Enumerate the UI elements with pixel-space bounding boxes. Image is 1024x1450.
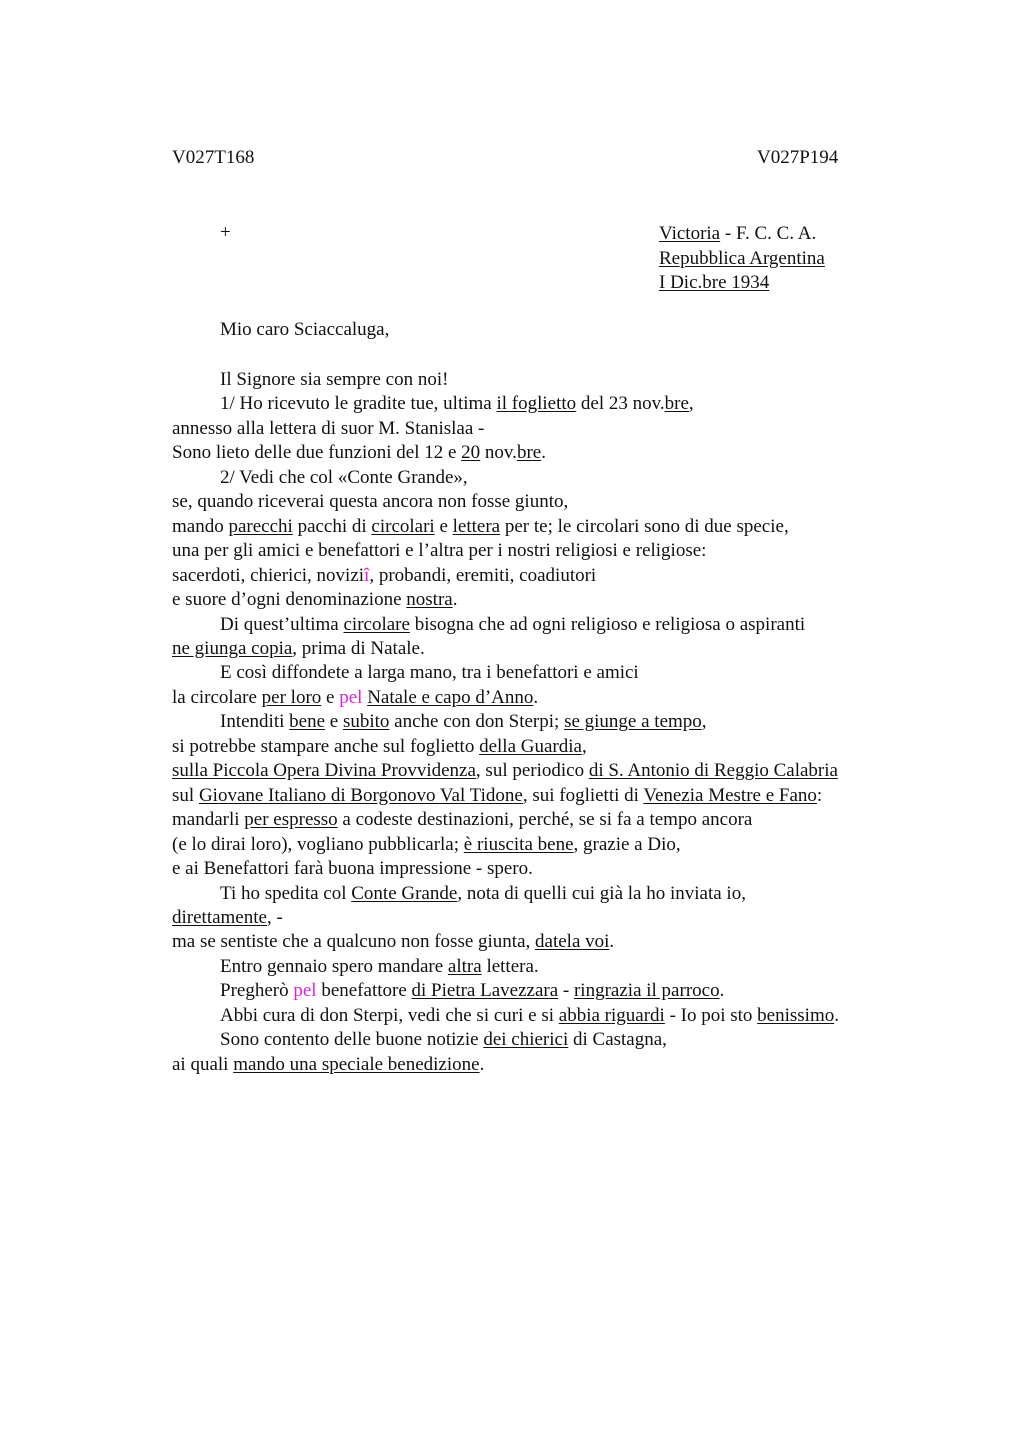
line-text: ai quali xyxy=(172,1053,234,1075)
line-text: , - xyxy=(266,906,283,928)
line-text: Abbi cura di don Sterpi, vedi che si curi e si xyxy=(220,1004,559,1026)
underlined-text: benissimo xyxy=(757,1004,835,1026)
line-text: se, quando riceverai questa ancora non fosse giunto, xyxy=(172,491,569,513)
address-date: I Dic.bre 1934 xyxy=(659,272,770,293)
line-text: . xyxy=(834,1004,839,1026)
underlined-text: per loro xyxy=(261,686,322,708)
underlined-text: Giovane Italiano di Borgonovo Val Tidone xyxy=(198,784,523,806)
underlined-text: di Pietra Lavezzara xyxy=(411,980,559,1002)
letter-line xyxy=(172,466,932,490)
underlined-text: di S. Antonio di Reggio Calabria xyxy=(588,760,838,782)
underlined-text: datela voi xyxy=(535,931,610,953)
line-text: (e lo dirai loro), vogliano pubblicarla; xyxy=(172,833,464,855)
document-code-left: V027T168 xyxy=(172,147,255,168)
line-text: e xyxy=(434,515,453,537)
line-text: e xyxy=(325,711,343,733)
highlighted-text: pel xyxy=(293,980,317,1002)
underlined-text: per espresso xyxy=(244,809,338,831)
underlined-text: il foglietto xyxy=(496,393,577,415)
line-text: bisogna che ad ogni religioso e religiosa o aspiranti xyxy=(409,613,806,635)
line-text: Sono contento delle buone notizie xyxy=(220,1029,484,1051)
letter-line xyxy=(172,735,932,759)
underlined-text: abbia riguardi xyxy=(558,1004,665,1026)
line-text: - Io poi sto xyxy=(664,1004,758,1026)
letter-line xyxy=(172,1004,932,1028)
line-text: Il Signore sia sempre con noi! xyxy=(220,369,449,390)
underlined-text: se giunge a tempo xyxy=(564,711,702,733)
cross-mark: + xyxy=(220,222,231,243)
underlined-text: Venezia Mestre e Fano xyxy=(643,784,817,806)
letter-line xyxy=(172,833,932,857)
line-text: , prima di Natale. xyxy=(292,637,425,659)
line-text: e ai Benefattori farà buona impressione - spero. xyxy=(172,858,533,880)
letter-line xyxy=(172,784,932,808)
underlined-text: bre xyxy=(516,442,542,464)
line-text: . xyxy=(479,1053,485,1075)
line-text: Sono lieto delle due funzioni del 12 e xyxy=(172,442,462,464)
letter-address-block xyxy=(659,222,825,296)
line-text: , nota di quelli cui già la ho inviata io, xyxy=(457,882,746,904)
document-code-right: V027P194 xyxy=(757,147,839,168)
underlined-text: circolare xyxy=(343,613,410,635)
line-text: - xyxy=(558,980,574,1002)
letter-line xyxy=(172,490,932,514)
address-line-place xyxy=(659,222,825,247)
line-text: la circolare xyxy=(172,686,262,708)
letter-line xyxy=(172,1053,932,1077)
line-text: , xyxy=(701,711,707,733)
letter-line xyxy=(172,515,932,539)
address-place: Victoria xyxy=(659,223,721,244)
line-text: 2/ Vedi che col «Conte Grande», xyxy=(220,466,468,488)
line-text: nov. xyxy=(480,442,517,464)
underlined-text: Conte Grande xyxy=(351,882,458,904)
underlined-text: direttamente xyxy=(172,906,267,928)
underlined-text: bene xyxy=(289,711,326,733)
letter-line xyxy=(172,417,932,441)
letter-line xyxy=(172,637,932,661)
letter-line xyxy=(172,539,932,563)
letter-line xyxy=(172,979,932,1003)
highlighted-text: î xyxy=(364,564,370,586)
letter-line xyxy=(172,392,932,416)
letter-line xyxy=(172,857,932,881)
line-text: di Castagna, xyxy=(568,1029,667,1051)
line-text: Ti ho spedita col xyxy=(220,882,352,904)
line-text: per te; le circolari sono di due specie, xyxy=(500,515,789,537)
underlined-text: è riuscita bene xyxy=(463,833,574,855)
underlined-text: dei chierici xyxy=(483,1029,569,1051)
letter-line xyxy=(172,613,932,637)
line-text: E così diffondete a larga mano, tra i benefattori e amici xyxy=(220,662,639,684)
line-text: anche con don Sterpi; xyxy=(389,711,565,733)
line-text: . xyxy=(609,931,615,953)
line-text: annesso alla lettera di suor M. Stanislaa - xyxy=(172,417,485,439)
underlined-text: parecchi xyxy=(228,515,293,537)
letter-line xyxy=(172,906,932,930)
letter-line xyxy=(172,686,932,710)
letter-line xyxy=(172,588,932,612)
letter-line xyxy=(172,882,932,906)
underlined-text: sulla Piccola Opera Divina Provvidenza xyxy=(172,760,476,782)
line-text: ma se sentiste che a qualcuno non fosse giunta, xyxy=(172,931,536,953)
line-text: , xyxy=(688,393,694,415)
underlined-text: ne giunga copia xyxy=(172,637,293,659)
underlined-text: Natale e capo d’Anno xyxy=(367,686,534,708)
underlined-text: altra xyxy=(447,955,482,977)
line-text: . xyxy=(719,980,725,1002)
underlined-text: 20 xyxy=(461,442,481,464)
line-text: : xyxy=(816,784,823,806)
line-text: , sul periodico xyxy=(475,760,589,782)
line-text: . xyxy=(533,686,539,708)
line-text: , grazie a Dio, xyxy=(573,833,681,855)
letter-line xyxy=(172,808,932,832)
line-text: sul xyxy=(172,784,199,806)
line-text: , probandi, eremiti, coadiutori xyxy=(369,564,597,586)
letter-line xyxy=(172,564,932,588)
line-text: lettera. xyxy=(481,955,539,977)
line-text: Di quest’ultima xyxy=(220,613,344,635)
underlined-text: mando una speciale benedizione xyxy=(233,1053,480,1075)
line-text: , xyxy=(581,735,587,757)
letter-line xyxy=(172,441,932,465)
line-text: . xyxy=(541,442,546,464)
letter-line xyxy=(172,368,932,392)
line-text: sacerdoti, chierici, novizi xyxy=(172,564,365,586)
letter-line xyxy=(172,1028,932,1052)
letter-line xyxy=(172,955,932,979)
underlined-text: subito xyxy=(342,711,390,733)
line-text: a codeste destinazioni, perché, se si fa a tempo ancora xyxy=(337,809,753,831)
line-text: una per gli amici e benefattori e l’altra per i nostri religiosi e religiose: xyxy=(172,540,707,562)
line-text: 1/ Ho ricevuto le gradite tue, ultima xyxy=(220,393,497,415)
letter-greeting: Mio caro Sciaccaluga, xyxy=(220,319,390,340)
line-text: pacchi di xyxy=(292,515,372,537)
underlined-text: nostra xyxy=(406,589,453,611)
letter-line xyxy=(172,661,932,685)
line-text: e suore d’ogni denominazione xyxy=(172,589,407,611)
underlined-text: della Guardia xyxy=(479,735,582,757)
line-text: . xyxy=(452,589,458,611)
highlighted-text: pel xyxy=(339,686,363,708)
underlined-text: lettera xyxy=(452,515,501,537)
line-text: si potrebbe stampare anche sul foglietto xyxy=(172,735,480,757)
line-text: benefattore xyxy=(316,980,412,1002)
line-text: Intenditi xyxy=(220,711,290,733)
line-text: mandarli xyxy=(172,809,245,831)
underlined-text: circolari xyxy=(371,515,435,537)
line-text: mando xyxy=(172,515,229,537)
underlined-text: bre xyxy=(664,393,689,415)
letter-line xyxy=(172,930,932,954)
underlined-text: ringrazia il parroco xyxy=(573,980,720,1002)
line-text: Entro gennaio spero mandare xyxy=(220,955,448,977)
line-text: , sui foglietti di xyxy=(522,784,644,806)
letter-line xyxy=(172,710,932,734)
line-text: Pregherò xyxy=(220,980,294,1002)
letter-body xyxy=(172,368,932,1077)
address-country: Repubblica Argentina xyxy=(659,247,825,269)
address-place-rest: - F. C. C. A. xyxy=(720,223,817,244)
letter-line xyxy=(172,759,932,783)
line-text: del 23 nov. xyxy=(576,393,665,415)
line-text: e xyxy=(321,686,340,708)
